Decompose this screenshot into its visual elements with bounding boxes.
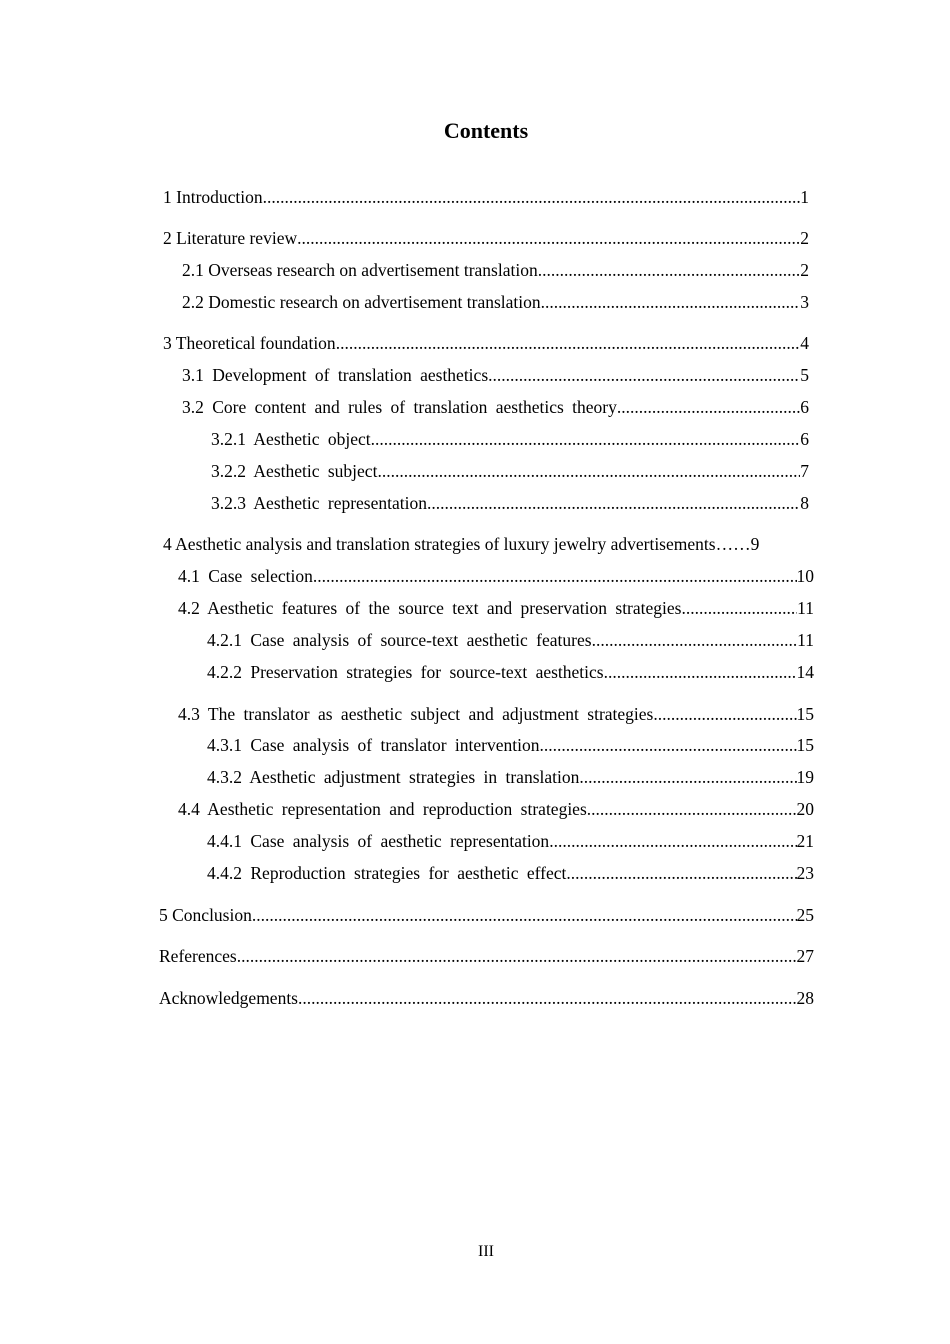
toc-entry-label: 3 Theoretical foundation	[163, 333, 336, 353]
toc-entry-label: 4.2.1 Case analysis of source-text aesthetic features	[207, 630, 592, 650]
toc-entry-label: 3.2.2 Aesthetic subject	[211, 461, 378, 481]
dot-leader	[297, 226, 800, 250]
toc-entry-literature-review[interactable]	[163, 226, 809, 250]
toc-page-number: 4	[800, 333, 809, 353]
toc-page-number: 7	[800, 461, 809, 481]
toc-page-number: 19	[796, 767, 814, 787]
toc-entry-acknowledgements[interactable]	[159, 986, 814, 1010]
toc-entry-label: 4.2 Aesthetic features of the source text and preservation strategies	[178, 598, 682, 618]
toc-entry-label: 3.2 Core content and rules of translation aesthetics theory	[182, 397, 617, 417]
toc-entry-2-1[interactable]	[182, 258, 809, 282]
toc-page-number: 5	[800, 365, 809, 385]
toc-page-number: 6	[800, 429, 809, 449]
toc-page-number: 14	[796, 662, 814, 682]
dot-leader	[653, 702, 796, 726]
toc-page-number: 23	[796, 863, 814, 883]
toc-entry-4-4-2[interactable]	[207, 861, 814, 885]
toc-page-number: 25	[796, 905, 814, 925]
toc-page-number: 15	[796, 735, 814, 755]
toc-entry-label: 3.2.3 Aesthetic representation	[211, 493, 427, 513]
toc-entry-aesthetic-analysis[interactable]	[163, 532, 809, 556]
toc-page-number: 11	[797, 630, 814, 650]
dot-leader	[252, 903, 797, 927]
toc-entry-label: 4.3.1 Case analysis of translator intervention	[207, 735, 540, 755]
toc-entry-label: 2.2 Domestic research on advertisement translation	[182, 292, 541, 312]
toc-entry-label: 5 Conclusion	[159, 905, 252, 925]
toc-entry-label: 4.1 Case selection	[178, 566, 313, 586]
dot-leader	[604, 660, 797, 684]
dot-leader	[566, 861, 796, 885]
toc-entry-label: 4.3 The translator as aesthetic subject and adjustment strategies	[178, 704, 654, 724]
toc-page-number: 8	[800, 493, 809, 513]
toc-page-number: 10	[796, 566, 814, 586]
page-number-footer: III	[478, 1243, 494, 1260]
dot-leader	[313, 564, 797, 588]
toc-entry-label: References	[159, 946, 237, 966]
dot-leader	[592, 628, 798, 652]
dot-leader	[237, 944, 797, 968]
toc-entry-4-4[interactable]	[178, 797, 814, 821]
dot-leader	[681, 596, 797, 620]
dot-leader	[371, 427, 801, 451]
toc-entry-4-3[interactable]	[178, 702, 814, 726]
toc-entry-2-2[interactable]	[182, 290, 809, 314]
toc-entry-4-2-1[interactable]	[207, 628, 814, 652]
dot-leader	[298, 986, 797, 1010]
toc-page-number: 3	[800, 292, 809, 312]
toc-page-number: 28	[796, 988, 814, 1008]
toc-page-number: ……9	[715, 534, 760, 554]
toc-entry-3-1[interactable]	[182, 363, 809, 387]
toc-entry-introduction[interactable]	[163, 185, 809, 209]
toc-entry-label: 4.4 Aesthetic representation and reproduction strategies	[178, 799, 587, 819]
toc-entry-label: 3.1 Development of translation aesthetics	[182, 365, 489, 385]
toc-entry-3-2-2[interactable]	[211, 459, 809, 483]
toc-entry-label: 4.4.1 Case analysis of aesthetic representation	[207, 831, 550, 851]
toc-entry-4-1[interactable]	[178, 564, 814, 588]
toc-entry-theoretical-foundation[interactable]	[163, 331, 809, 355]
toc-entry-3-2[interactable]	[182, 395, 809, 419]
toc-entry-label: 3.2.1 Aesthetic object	[211, 429, 371, 449]
toc-entry-4-4-1[interactable]	[207, 829, 814, 853]
toc-entry-label: 1 Introduction	[163, 187, 263, 207]
toc-entry-label: 2.1 Overseas research on advertisement translation	[182, 260, 538, 280]
toc-entry-label: Acknowledgements	[159, 988, 298, 1008]
toc-entry-label: 4 Aesthetic analysis and translation strategies of luxury jewelry advertisements	[163, 534, 716, 554]
toc-entry-label: 4.3.2 Aesthetic adjustment strategies in translation	[207, 767, 580, 787]
toc-entry-3-2-3[interactable]	[211, 491, 809, 515]
dot-leader	[549, 829, 796, 853]
toc-entry-4-2[interactable]	[178, 596, 814, 620]
toc-entry-4-3-2[interactable]	[207, 765, 814, 789]
toc-page-number: 2	[800, 228, 809, 248]
dot-leader	[617, 395, 800, 419]
toc-entry-4-3-1[interactable]	[207, 733, 814, 757]
toc-entry-conclusion[interactable]	[159, 903, 814, 927]
toc-entry-3-2-1[interactable]	[211, 427, 809, 451]
toc-page-number: 21	[796, 831, 814, 851]
dot-leader	[427, 491, 800, 515]
dot-leader	[587, 797, 797, 821]
toc-entry-4-2-2[interactable]	[207, 660, 814, 684]
toc-page-number: 27	[796, 946, 814, 966]
toc-entry-label: 4.2.2 Preservation strategies for source-text aesthetics	[207, 662, 604, 682]
dot-leader	[488, 363, 800, 387]
toc-page-number: 15	[796, 704, 814, 724]
dot-leader	[579, 765, 796, 789]
toc-page-number: 2	[800, 260, 809, 280]
dot-leader	[538, 258, 801, 282]
toc-entry-references[interactable]	[159, 944, 814, 968]
dot-leader	[263, 185, 801, 209]
toc-entry-label: 2 Literature review	[163, 228, 298, 248]
dot-leader	[336, 331, 801, 355]
toc-page-number: 11	[797, 598, 814, 618]
toc-page-number: 6	[800, 397, 809, 417]
toc-entry-label: 4.4.2 Reproduction strategies for aesthetic effect	[207, 863, 567, 883]
dot-leader	[541, 290, 801, 314]
dot-leader	[377, 459, 800, 483]
toc-page-number: 20	[796, 799, 814, 819]
dot-leader	[540, 733, 797, 757]
page-title: Contents	[443, 118, 529, 143]
toc-page-number: 1	[800, 187, 809, 207]
